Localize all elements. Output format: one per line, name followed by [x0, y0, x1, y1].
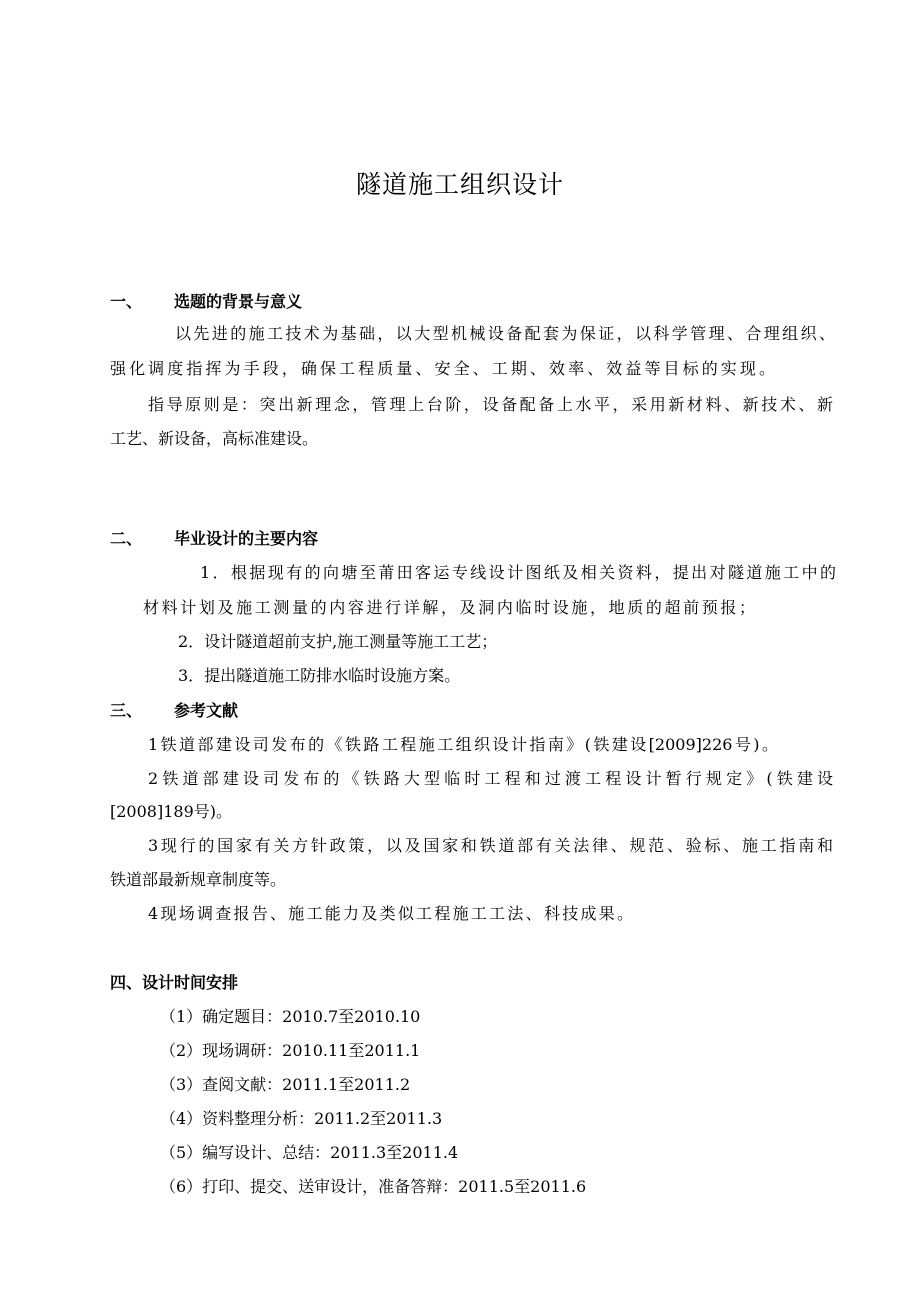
section-heading-4 — [110, 972, 238, 994]
section-heading-2 — [110, 528, 318, 550]
section-heading-3 — [110, 700, 238, 722]
paragraph-line: 材料计划及施工测量的内容进行详解，及洞内临时设施，地质的超前预报； — [143, 598, 755, 617]
paragraph-line: 2．设计隧道超前支护,施工测量等施工工艺； — [178, 632, 498, 651]
paragraph-line: 1．根据现有的向塘至莆田客运专线设计图纸及相关资料，提出对隧道施工中的 — [200, 563, 836, 582]
paragraph-line: 以先进的施工技术为基础，以大型机械设备配套为保证，以科学管理、合理组织、 — [175, 324, 835, 343]
paragraph-line: 工艺、新设备，高标准建设。 — [110, 429, 319, 448]
schedule-item: （5）编写设计、总结：2011.3至2011.4 — [160, 1143, 459, 1162]
reference-item-continuation: [2008]189号)。 — [110, 802, 232, 821]
schedule-item: （6）打印、提交、送审设计，准备答辩：2011.5至2011.6 — [160, 1177, 587, 1196]
schedule-item: （2）现场调研：2010.11至2011.1 — [160, 1041, 421, 1060]
paragraph-line: 指导原则是：突出新理念，管理上台阶，设备配备上水平，采用新材料、新技术、新 — [148, 395, 833, 414]
section-number: 二、 — [110, 529, 143, 548]
paragraph-line: 3．提出隧道施工防排水临时设施方案。 — [178, 666, 461, 685]
section-number: 四、 — [110, 973, 143, 992]
schedule-item: （1）确定题目：2010.7至2010.10 — [160, 1007, 421, 1026]
section-title: 设计时间安排 — [142, 973, 239, 992]
section-number: 三、 — [110, 701, 143, 720]
document-title: 隧道施工组织设计 — [355, 170, 564, 199]
section-number: 一、 — [110, 292, 143, 311]
reference-item: 2铁道部建设司发布的《铁路大型临时工程和过渡工程设计暂行规定》(铁建设 — [148, 769, 833, 788]
section-heading-1 — [110, 291, 302, 313]
reference-item: 4现场调查报告、施工能力及类似工程施工工法、科技成果。 — [148, 904, 633, 923]
reference-item: 3现行的国家有关方针政策，以及国家和铁道部有关法律、规范、验标、施工指南和 — [148, 836, 833, 855]
paragraph-line: 强化调度指挥为手段，确保工程质量、安全、工期、效率、效益等目标的实现。 — [110, 359, 775, 378]
section-title: 参考文献 — [174, 701, 239, 720]
schedule-item: （4）资料整理分析：2011.2至2011.3 — [160, 1109, 443, 1128]
schedule-item: （3）查阅文献：2011.1至2011.2 — [160, 1075, 411, 1094]
section-title: 毕业设计的主要内容 — [174, 529, 319, 548]
reference-item: 1铁道部建设司发布的《铁路工程施工组织设计指南》(铁建设[2009]226号)。 — [148, 735, 778, 754]
section-title: 选题的背景与意义 — [174, 292, 303, 311]
reference-item-continuation: 铁道部最新规章制度等。 — [110, 870, 287, 889]
